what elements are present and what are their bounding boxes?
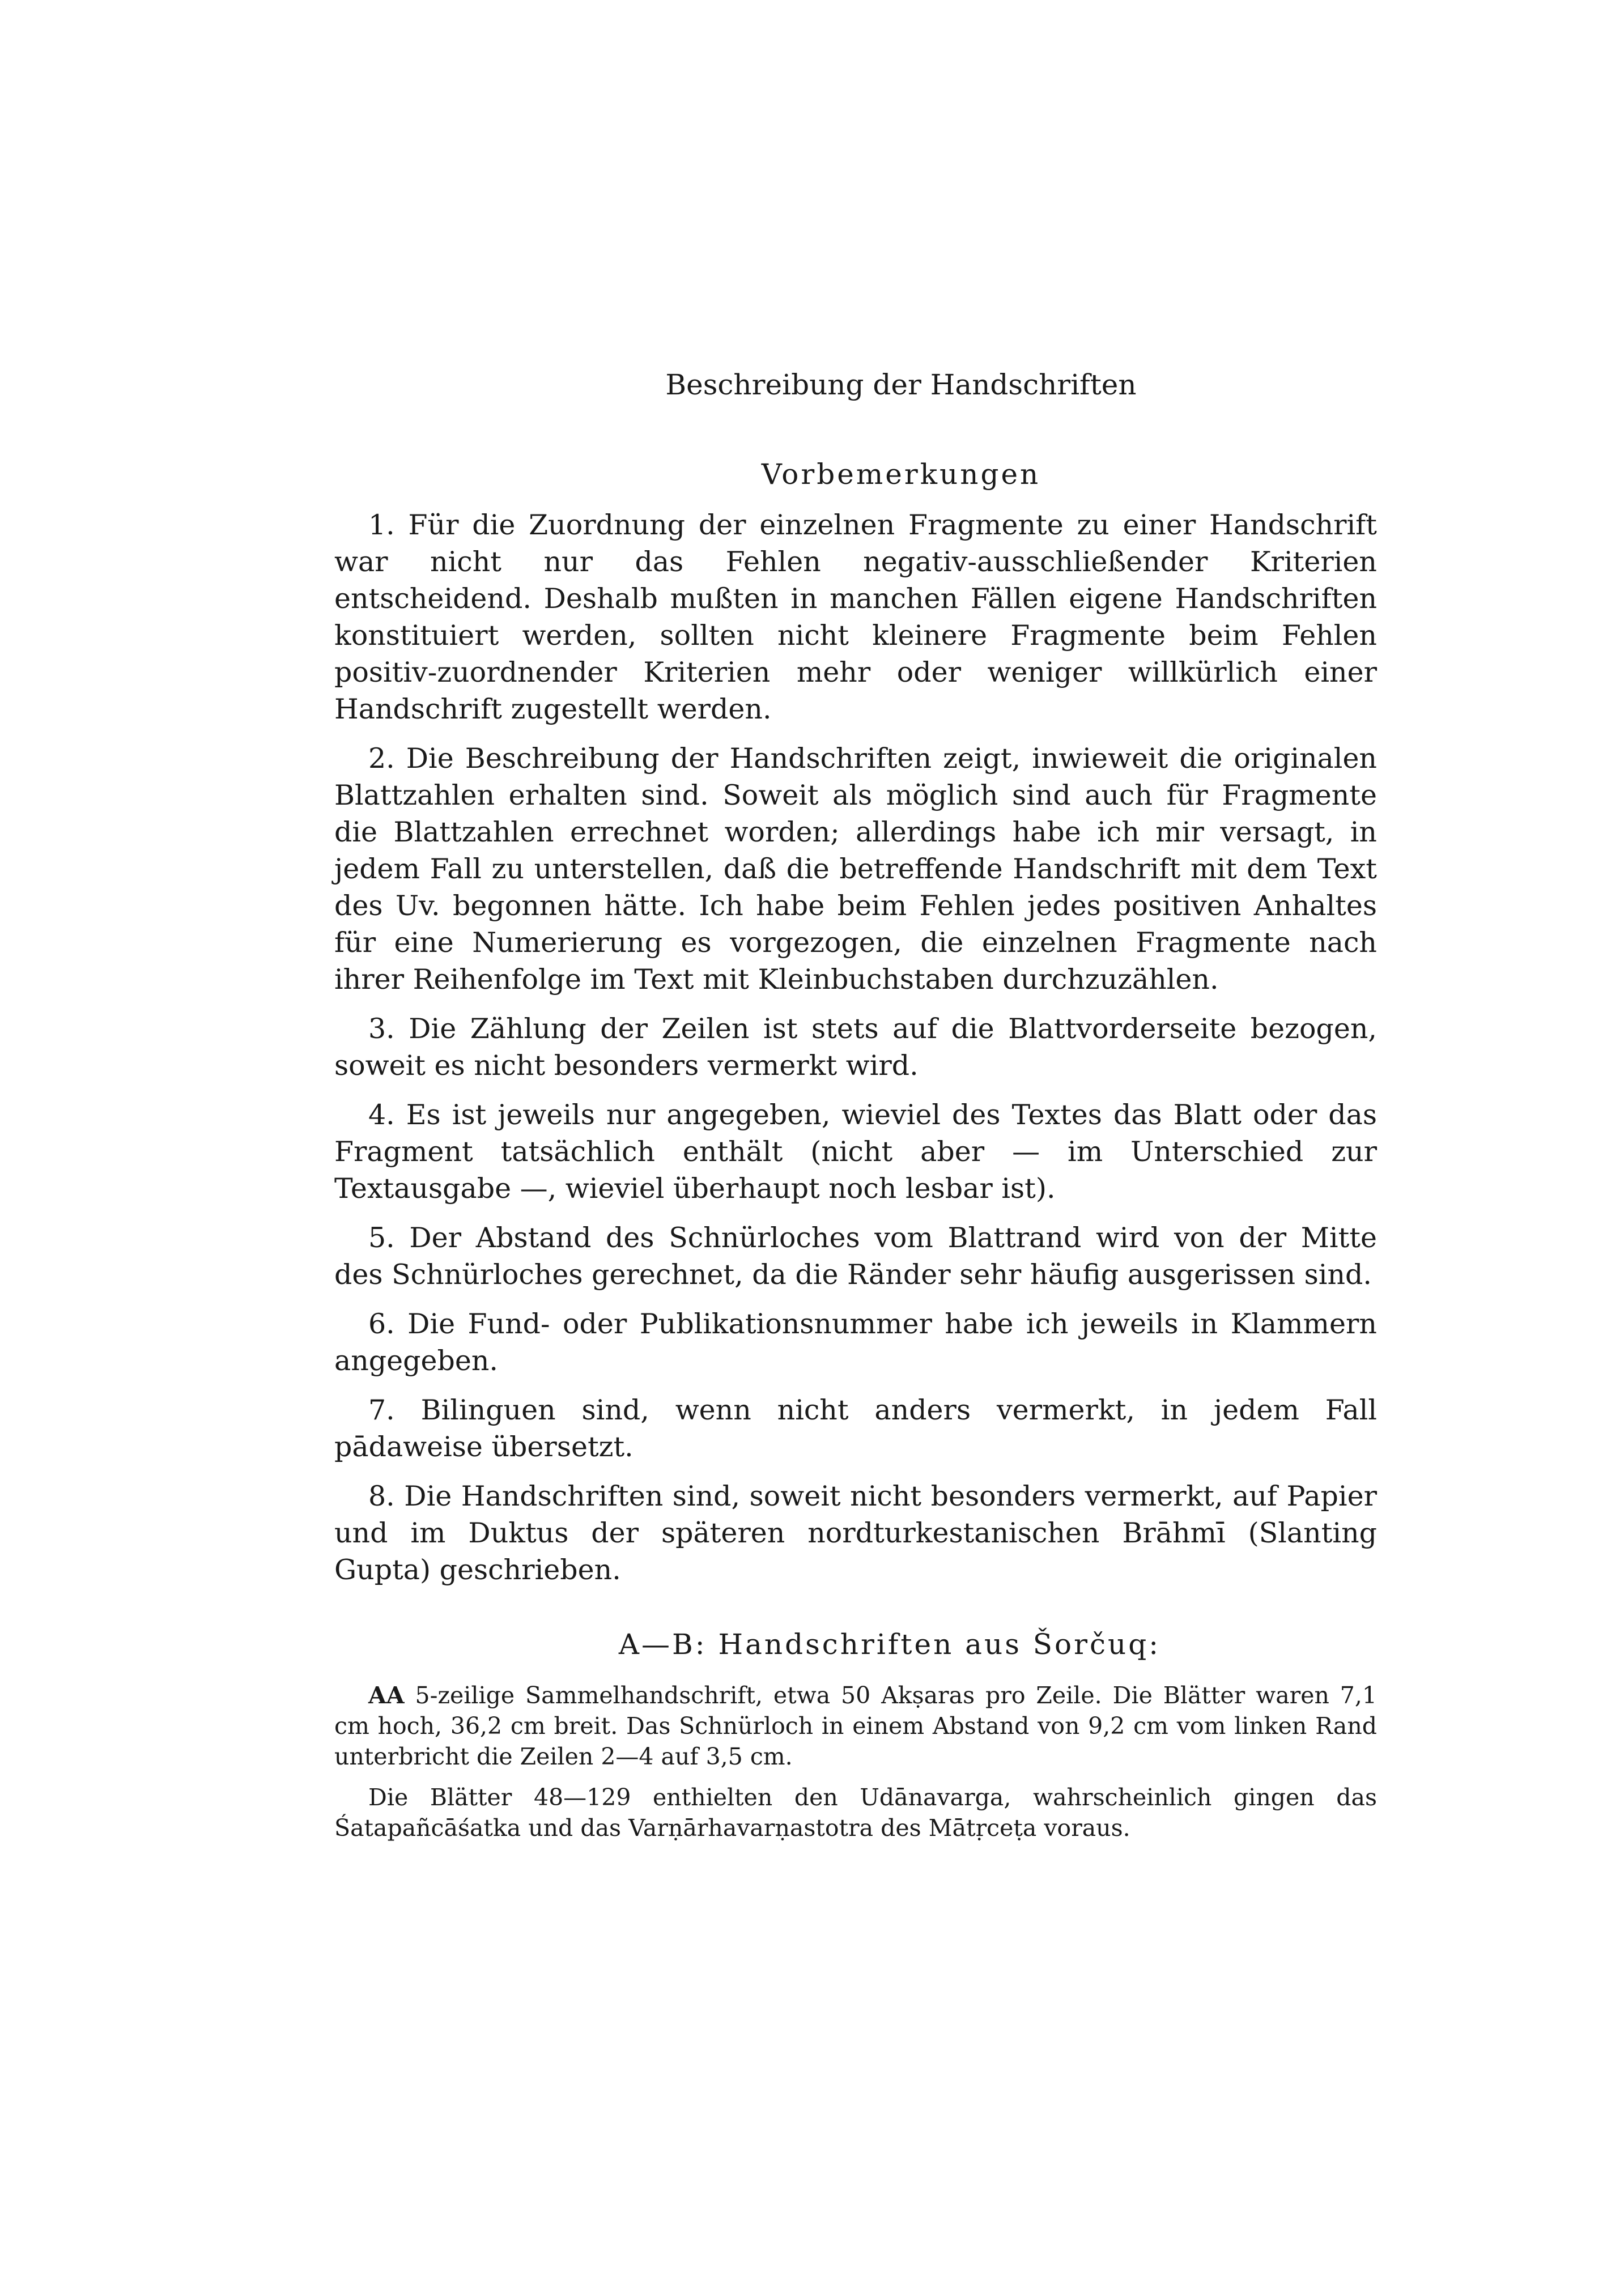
page-title: Beschreibung der Handschriften (665, 368, 1137, 401)
manuscript-description: 5-zeilige Sammelhandschrift, etwa 50 Akṣaras pro Zeile. Die Blätter waren 7,1 cm hoch, 36,2 cm breit. Das Schnürloch in einem Abstand von 9,2 cm vom linken Rand unterbricht die Zeilen 2—4 auf 3,5 cm. (334, 1682, 1377, 1770)
manuscript-label: AA (368, 1682, 405, 1709)
paragraph-2: 2. Die Beschreibung der Handschriften zeigt, inwieweit die originalen Blattzahlen erhalten sind. Soweit als möglich sind auch für Fragmente die Blattzahlen errechnet worden; allerdings habe ich mir versagt, in jedem Fall zu unterstellen, daß die betreffende Handschrift mit dem Text des Uv. begonnen hätte. Ich habe beim Fehlen jedes positiven Anhaltes für eine Numerierung es vorgezogen, die einzelnen Fragmente nach ihrer Reihenfolge im Text mit Kleinbuchstaben durchzuzählen. (334, 742, 1377, 996)
paragraph-3: 3. Die Zählung der Zeilen ist stets auf die Blattvorderseite bezogen, soweit es nicht besonders vermerkt wird. (334, 1013, 1377, 1082)
manuscript-note: Die Blätter 48—129 enthielten den Udānavarga, wahrscheinlich gingen das Śatapañcāśatka und das Varṇārhavarṇastotra des Mātṛceṭa voraus. (334, 1784, 1377, 1842)
paragraph-8: 8. Die Handschriften sind, soweit nicht besonders vermerkt, auf Papier und im Duktus der späteren nordturkestanischen Brāhmī (Slanting Gupta) geschrieben. (334, 1480, 1377, 1586)
page-content (334, 368, 1377, 1853)
section-subtitle: Vorbemerkungen (761, 458, 1041, 491)
paragraph-4: 4. Es ist jeweils nur angegeben, wieviel des Textes das Blatt oder das Fragment tatsächlich enthält (nicht aber — im Unterschied zur Textausgabe —, wieviel überhaupt noch lesbar ist). (334, 1099, 1377, 1205)
section-heading: A—B: Handschriften aus Šorčuq: (618, 1628, 1161, 1661)
paragraph-5: 5. Der Abstand des Schnürloches vom Blattrand wird von der Mitte des Schnürloches gerechnet, da die Ränder sehr häufig ausgerissen sind. (334, 1222, 1377, 1291)
paragraph-6: 6. Die Fund- oder Publikationsnummer habe ich jeweils in Klammern angegeben. (334, 1308, 1377, 1377)
paragraph-1: 1. Für die Zuordnung der einzelnen Fragmente zu einer Handschrift war nicht nur das Fehlen negativ-ausschließender Kriterien entscheidend. Deshalb mußten in manchen Fällen eigene Handschriften konstituiert werden, sollten nicht kleinere Fragmente beim Fehlen positiv-zuordnender Kriterien mehr oder weniger willkürlich einer Handschrift zugestellt werden. (334, 509, 1377, 725)
manuscript-entry (334, 1680, 1377, 1772)
paragraph-7: 7. Bilinguen sind, wenn nicht anders vermerkt, in jedem Fall pādaweise übersetzt. (334, 1394, 1377, 1463)
